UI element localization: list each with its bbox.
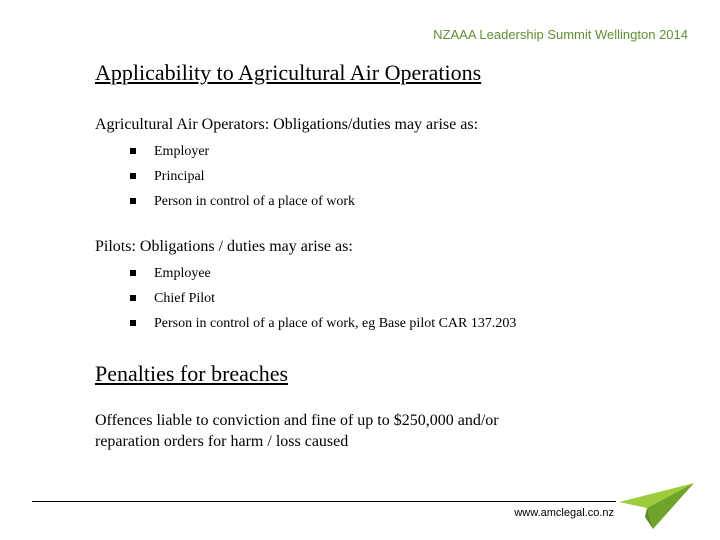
square-bullet-icon bbox=[130, 173, 136, 179]
paper-plane-logo-icon bbox=[617, 481, 695, 531]
square-bullet-icon bbox=[130, 270, 136, 276]
list-item bbox=[130, 290, 516, 315]
square-bullet-icon bbox=[130, 148, 136, 154]
pilots-intro: Pilots: Obligations / duties may arise as: bbox=[95, 238, 353, 255]
footer-url: www.amclegal.co.nz bbox=[514, 507, 614, 519]
list-item bbox=[130, 315, 516, 340]
list-item bbox=[130, 193, 355, 218]
square-bullet-icon bbox=[130, 295, 136, 301]
footer-divider bbox=[32, 501, 616, 502]
penalties-line-2: reparation orders for harm / loss caused bbox=[95, 433, 349, 450]
list-item bbox=[130, 265, 516, 290]
section-heading-applicability: Applicability to Agricultural Air Operations bbox=[95, 60, 482, 85]
list-item-text: Person in control of a place of work, eg Base pilot CAR 137.203 bbox=[154, 316, 517, 331]
operators-list bbox=[130, 143, 355, 218]
list-item bbox=[130, 143, 355, 168]
penalties-text bbox=[95, 410, 499, 452]
penalties-line-1: Offences liable to conviction and fine of up to $250,000 and/or bbox=[95, 412, 499, 429]
list-item-text: Person in control of a place of work bbox=[154, 194, 355, 209]
header-title: NZAAA Leadership Summit Wellington 2014 bbox=[433, 27, 688, 42]
operators-intro: Agricultural Air Operators: Obligations/duties may arise as: bbox=[95, 116, 479, 133]
square-bullet-icon bbox=[130, 320, 136, 326]
square-bullet-icon bbox=[130, 198, 136, 204]
list-item bbox=[130, 168, 355, 193]
list-item-text: Employer bbox=[154, 144, 210, 159]
list-item-text: Employee bbox=[154, 266, 211, 281]
list-item-text: Chief Pilot bbox=[154, 291, 216, 306]
pilots-list bbox=[130, 265, 516, 340]
list-item-text: Principal bbox=[154, 169, 205, 184]
section-heading-penalties: Penalties for breaches bbox=[95, 361, 289, 386]
